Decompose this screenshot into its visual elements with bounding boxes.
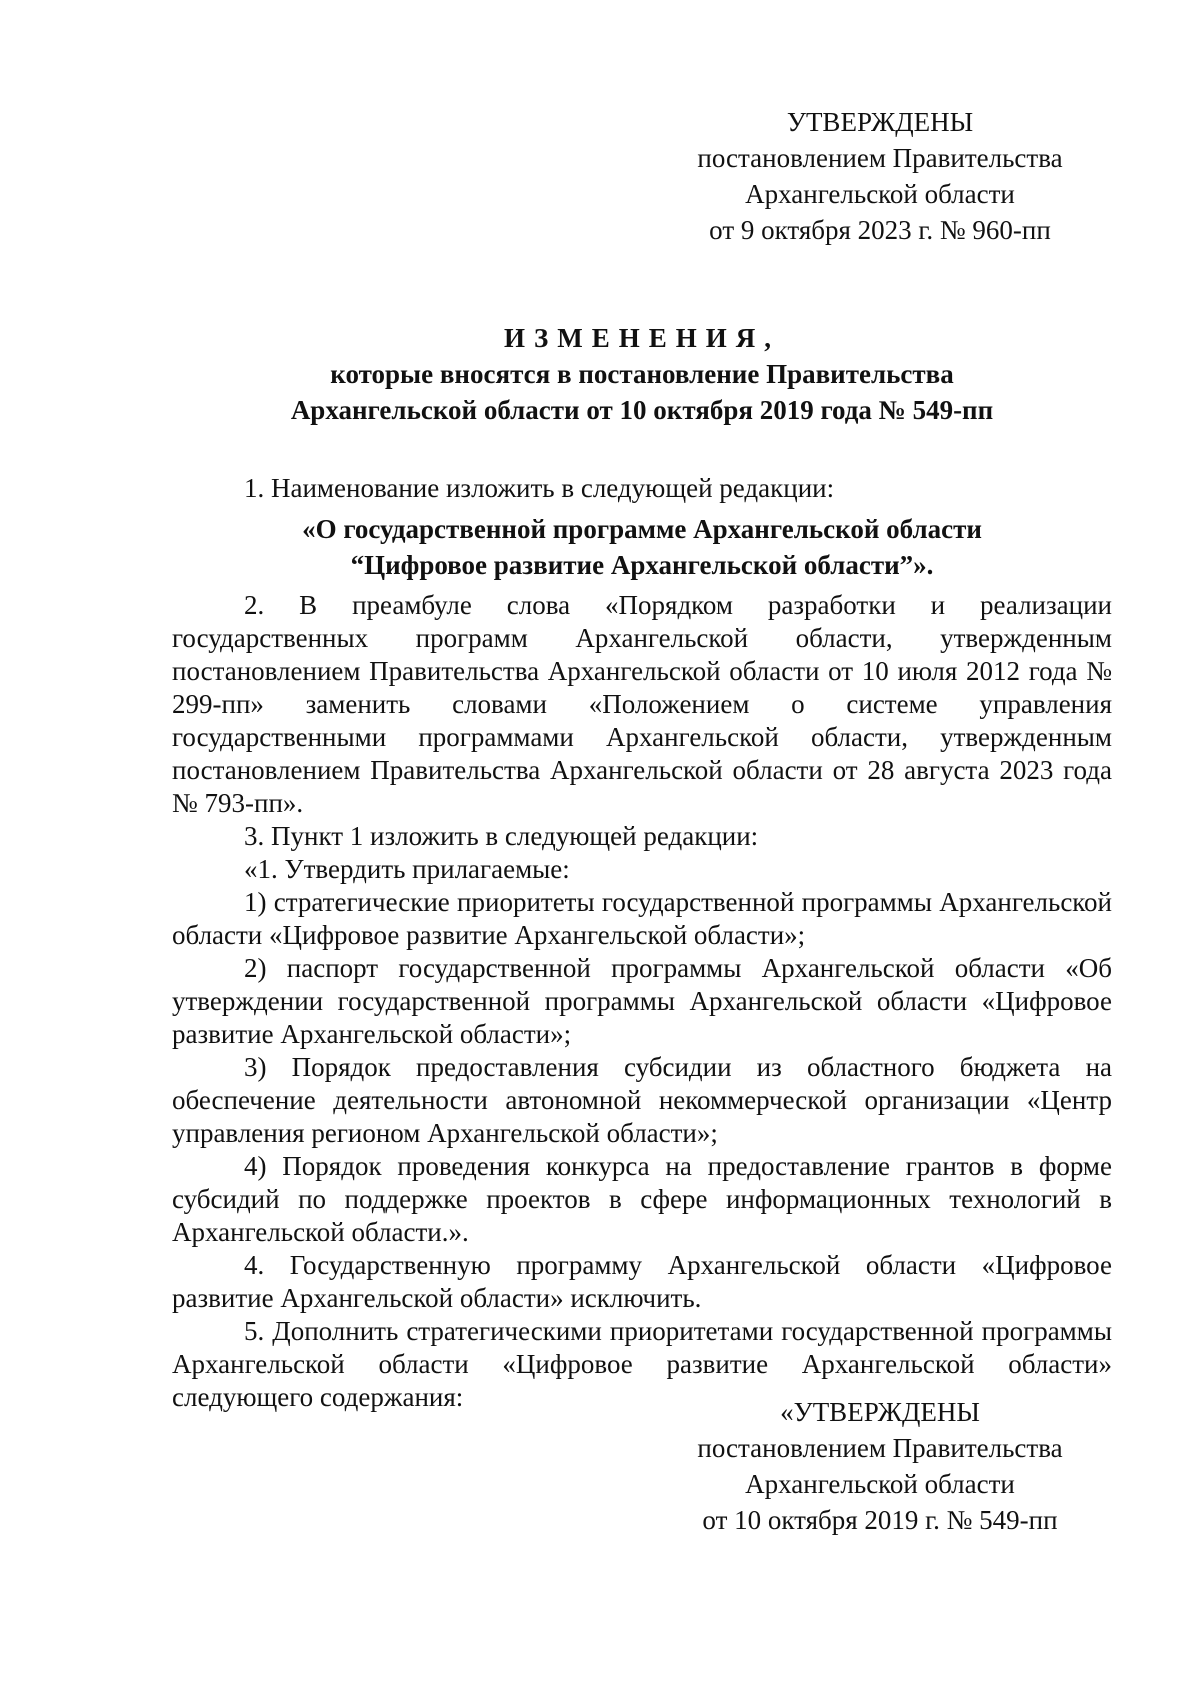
title-heading: ИЗМЕНЕНИЯ,	[503, 323, 780, 353]
approval-heading: УТВЕРЖДЕНЫ	[786, 107, 974, 137]
paragraph-item-3-sub-4: 4) Порядок проведения конкурса на предоставление грантов в форме субсидий по поддержке проектов в сфере информационных технологий в Архангельской области.».	[172, 1151, 1112, 1247]
paragraph-item-3-sub-1: 1) стратегические приоритеты государственной программы Архангельской области «Цифровое развитие Архангельской области»;	[172, 887, 1112, 950]
title-subline: Архангельской области от 10 октября 2019 года № 549-пп	[290, 395, 994, 425]
approval-line: постановлением Правительства	[697, 143, 1063, 173]
paragraph-item-3-intro: «1. Утвердить прилагаемые:	[244, 854, 570, 884]
paragraph-item-3: 3. Пункт 1 изложить в следующей редакции:	[244, 821, 759, 851]
title-subline: которые вносятся в постановление Правительства	[330, 359, 954, 389]
program-name-line: “Цифровое развитие Архангельской области”».	[350, 550, 934, 580]
approval-line: Архангельской области	[745, 179, 1015, 209]
document-title	[172, 320, 1112, 428]
paragraph-item-5: 5. Дополнить стратегическими приоритетами государственной программы Архангельской области «Цифровое развитие Архангельской области» следующего содержания:	[172, 1316, 1112, 1412]
approval-heading: «УТВЕРЖДЕНЫ	[780, 1397, 980, 1427]
paragraph-item-3-sub-2: 2) паспорт государственной программы Архангельской области «Об утверждении государственной программы Архангельской области «Цифровое развитие Архангельской области»;	[172, 953, 1112, 1049]
approval-line: Архангельской области	[745, 1469, 1015, 1499]
program-name	[172, 511, 1112, 583]
approval-date: от 9 октября 2023 г. № 960-пп	[709, 215, 1051, 245]
paragraph-item-1: 1. Наименование изложить в следующей редакции:	[244, 473, 835, 503]
paragraph-item-3-sub-3: 3) Порядок предоставления субсидии из областного бюджета на обеспечение деятельности автономной некоммерческой организации «Центр управления регионом Архангельской области»;	[172, 1052, 1112, 1148]
program-name-line: «О государственной программе Архангельской области	[302, 514, 982, 544]
approval-stamp-bottom	[640, 1394, 1120, 1538]
approval-line: постановлением Правительства	[697, 1433, 1063, 1463]
approval-date: от 10 октября 2019 г. № 549-пп	[702, 1505, 1058, 1535]
paragraph-item-4: 4. Государственную программу Архангельской области «Цифровое развитие Архангельской области» исключить.	[172, 1250, 1112, 1313]
document-body	[172, 472, 1112, 1414]
approval-stamp-top	[640, 104, 1120, 248]
paragraph-item-2: 2. В преамбуле слова «Порядком разработки и реализации государственных программ Архангельской области, утвержденным постановлением Правительства Архангельской области от 10 июля 2012 года № 299-пп» заменить словами «Положением о системе управления государственными программами Архангельской области, утвержденным постановлением Правительства Архангельской области от 28 августа 2023 года № 793-пп».	[172, 590, 1112, 818]
